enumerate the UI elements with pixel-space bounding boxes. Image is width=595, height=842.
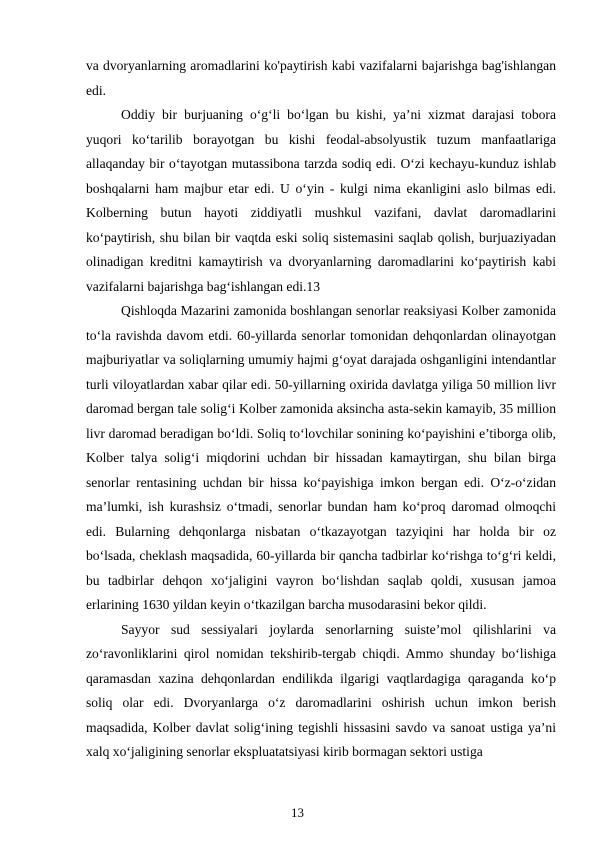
page-number: 13: [291, 805, 304, 820]
body-text: [86, 54, 556, 765]
paragraph: va dvoryanlarning aromadlarini ko'paytirish kabi vazifalarni bajarishga bag'ishlangan edi.: [86, 58, 556, 98]
paragraph: Sayyor sud sessiyalari joylarda senorlarning suiste’mol qilishlarini va zo‘ravonliklarini qirol nomidan tekshirib-tergab chiqdi. Ammo shunday bo‘lishiga qaramasdan xazina dehqonlardan endilikda ilgarigi vaqtlardagiga qaraganda ko‘p soliq olar edi. Dvoryanlarga o‘z daromadlarini oshirish uchun imkon berish maqsadida, Kolber davlat solig‘ining tegishli hissasini savdo va sanoat ustiga ya’ni xalq xo‘jaligining senorlar ekspluatatsiyasi kirib bormagan sektori ustiga: [86, 621, 556, 759]
paragraph: Oddiy bir burjuaning o‘g‘li bo‘lgan bu kishi, ya’ni xizmat darajasi tobora yuqori ko‘tarilib borayotgan bu kishi feodal-absolyustik tuzum manfaatlariga allaqanday bir o‘tayotgan mutassibona tarzda sodiq edi. O‘zi kechayu-kunduz ishlab boshqalarni ham majbur etar edi. U o‘yin - kulgi nima ekanligini aslo bilmas edi. Kolberning butun hayoti ziddiyatli mushkul vazifani, davlat daromadlarini ko‘paytirish, shu bilan bir vaqtda eski soliq sistemasini saqlab qolish, burjuaziyadan olinadigan kreditni kamaytirish va dvoryanlarning daromadlarini ko‘paytirish kabi vazifalarni bajarishga bag‘ishlangan edi.13: [86, 107, 556, 294]
paragraph: Qishloqda Mazarini zamonida boshlangan senorlar reaksiyasi Kolber zamonida to‘la ravishda davom etdi. 60-yillarda senorlar tomonidan dehqonlardan olinayotgan majburiyatlar va soliqlarning umumiy hajmi g‘oyat darajada oshganligini intendantlar turli viloyatlardan xabar qilar edi. 50-yillarning oxirida davlatga yiliga 50 million livr daromad bergan tale solig‘i Kolber zamonida aksincha asta-sekin kamayib, 35 million livr daromad beradigan bo‘ldi. Soliq to‘lovchilar sonining ko‘payishini e’tiborga olib, Kolber talya solig‘i miqdorini uchdan bir hissadan kamaytirgan, shu bilan birga senorlar rentasining uchdan bir hissa ko‘payishiga imkon bergan edi. O‘z-o‘zidan ma’lumki, ish kurashsiz o‘tmadi, senorlar bundan ham ko‘proq daromad olmoqchi edi. Bularning dehqonlarga nisbatan o‘tkazayotgan tazyiqini har holda bir oz bo‘lsada, cheklash maqsadida, 60-yillarda bir qancha tadbirlar ko‘rishga to‘g‘ri keldi, bu tadbirlar dehqon xo‘jaligini vayron bo‘lishdan saqlab qoldi, xususan jamoa erlarining 1630 yildan keyin o‘tkazilgan barcha musodarasini bekor qildi.: [86, 303, 556, 612]
